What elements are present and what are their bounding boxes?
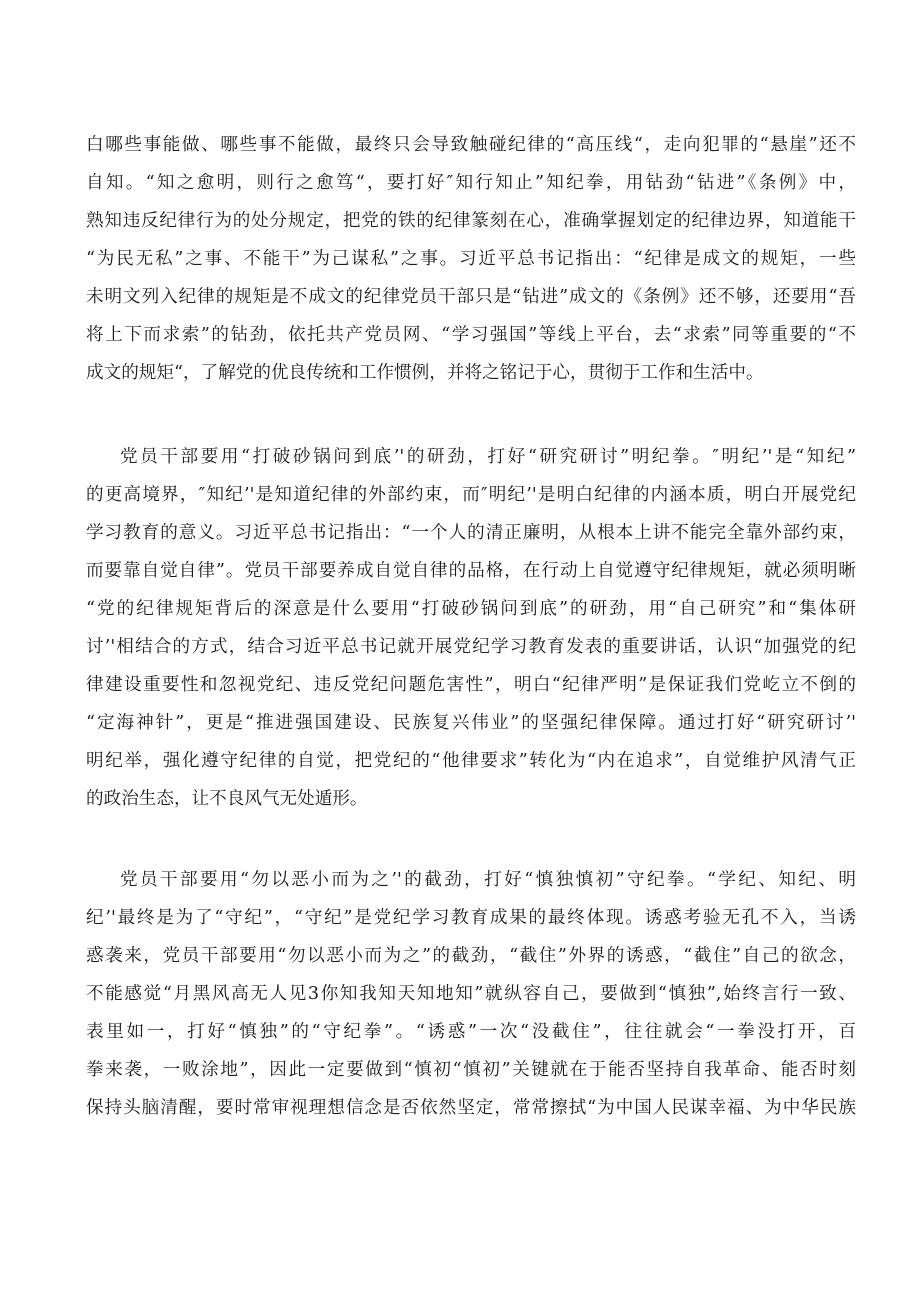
text-line: 熟知违反纪律行为的处分规定，把党的铁的纪律篆刻在心，准确掌握划定的纪律边界，知道能干 xyxy=(86,211,856,231)
text-line: 保持头脑清醒，要时常审视理想信念是否依然坚定，常常擦拭“为中国人民谋幸福、为中华民族 xyxy=(86,1098,856,1118)
text-line: 党员干部要用“勿以恶小而为之’'的截劲，打好“慎独慎初”守纪拳。“学纪、知纪、明 xyxy=(120,870,856,890)
text-line: “定海神针”，更是“推进强国建设、民族复兴伟业”的坚强纪律保障。通过打好“研究研讨’' xyxy=(86,713,856,733)
text-line: 未明文列入纪律的规矩是不成文的纪律党员干部只是“钻进”成文的《条例》还不够，还要用“吾 xyxy=(86,287,856,307)
text-line: 不能感觉“月黑风高无人见3你知我知天知地知”就纵容自己，要做到“慎独”,始终言行一致、 xyxy=(86,984,856,1004)
text-line: 的政治生态，让不良风气无处遁形。 xyxy=(86,789,368,809)
text-line: 党员干部要用“打破砂锅问到底’'的研劲，打好“研究研讨”明纪拳。″明纪’'是“知纪” xyxy=(120,447,856,467)
text-line: “为民无私”之事、不能干”为己谋私”之事。习近平总书记指出：“纪律是成文的规矩，一些 xyxy=(86,249,856,269)
text-line: 讨’'相结合的方式，结合习近平总书记就开展党纪学习教育发表的重要讲话，认识“加强党的纪 xyxy=(86,637,856,657)
text-line: 拳来袭，一败涂地”，因此一定要做到“慎初“慎初”关键就在于能否坚持自我革命、能否时刻 xyxy=(86,1060,856,1080)
text-line: 学习教育的意义。习近平总书记指出：“一个人的清正廉明，从根本上讲不能完全靠外部约束， xyxy=(86,523,856,543)
text-line: 成文的规矩“，了解党的优良传统和工作惯例，并将之铭记于心，贯彻于工作和生活中。 xyxy=(86,363,764,383)
text-line: 明纪举，强化遵守纪律的自觉，把党纪的“他律要求”转化为“内在追求”，自觉维护风清气正 xyxy=(86,751,856,771)
text-line: “党的纪律规矩背后的深意是什么要用“打破砂锅问到底”的研劲，用“自己研究”和“集体研 xyxy=(86,599,856,619)
text-line: 而要靠自觉自律”。党员干部要养成自觉自律的品格，在行动上自觉遵守纪律规矩，就必须明晰 xyxy=(86,561,856,581)
text-line: 白哪些事能做、哪些事不能做，最终只会导致触碰纪律的“高压线“，走向犯罪的“悬崖”还不 xyxy=(86,135,856,155)
text-line: 的更高境界，″知纪’'是知道纪律的外部约束，而″明纪’'是明白纪律的内涵本质，明白开展党纪 xyxy=(86,485,856,505)
text-line: 惑袭来，党员干部要用“勿以恶小而为之”的截劲，“截住”外界的诱惑，“截住”自己的欲念， xyxy=(86,946,856,966)
text-line: 自知。“知之愈明，则行之愈笃“，要打好″知行知止”知纪拳，用钻劲“钻进”《条例》中， xyxy=(86,173,856,193)
text-line: 纪’'最终是为了“守纪”，“守纪”是党纪学习教育成果的最终体现。诱惑考验无孔不入，当诱 xyxy=(86,908,856,928)
text-line: 表里如一，打好“慎独”的“守纪拳”。“诱惑”一次“没截住”，往往就会“一拳没打开，百 xyxy=(86,1022,856,1042)
text-line: 律建设重要性和忽视党纪、违反党纪问题危害性”，明白“纪律严明”是保证我们党屹立不倒的 xyxy=(86,675,856,695)
text-line: 将上下而求索”的钻劲，依托共产党员网、“学习强国”等线上平台，去“求索”同等重要的“不 xyxy=(86,325,856,345)
